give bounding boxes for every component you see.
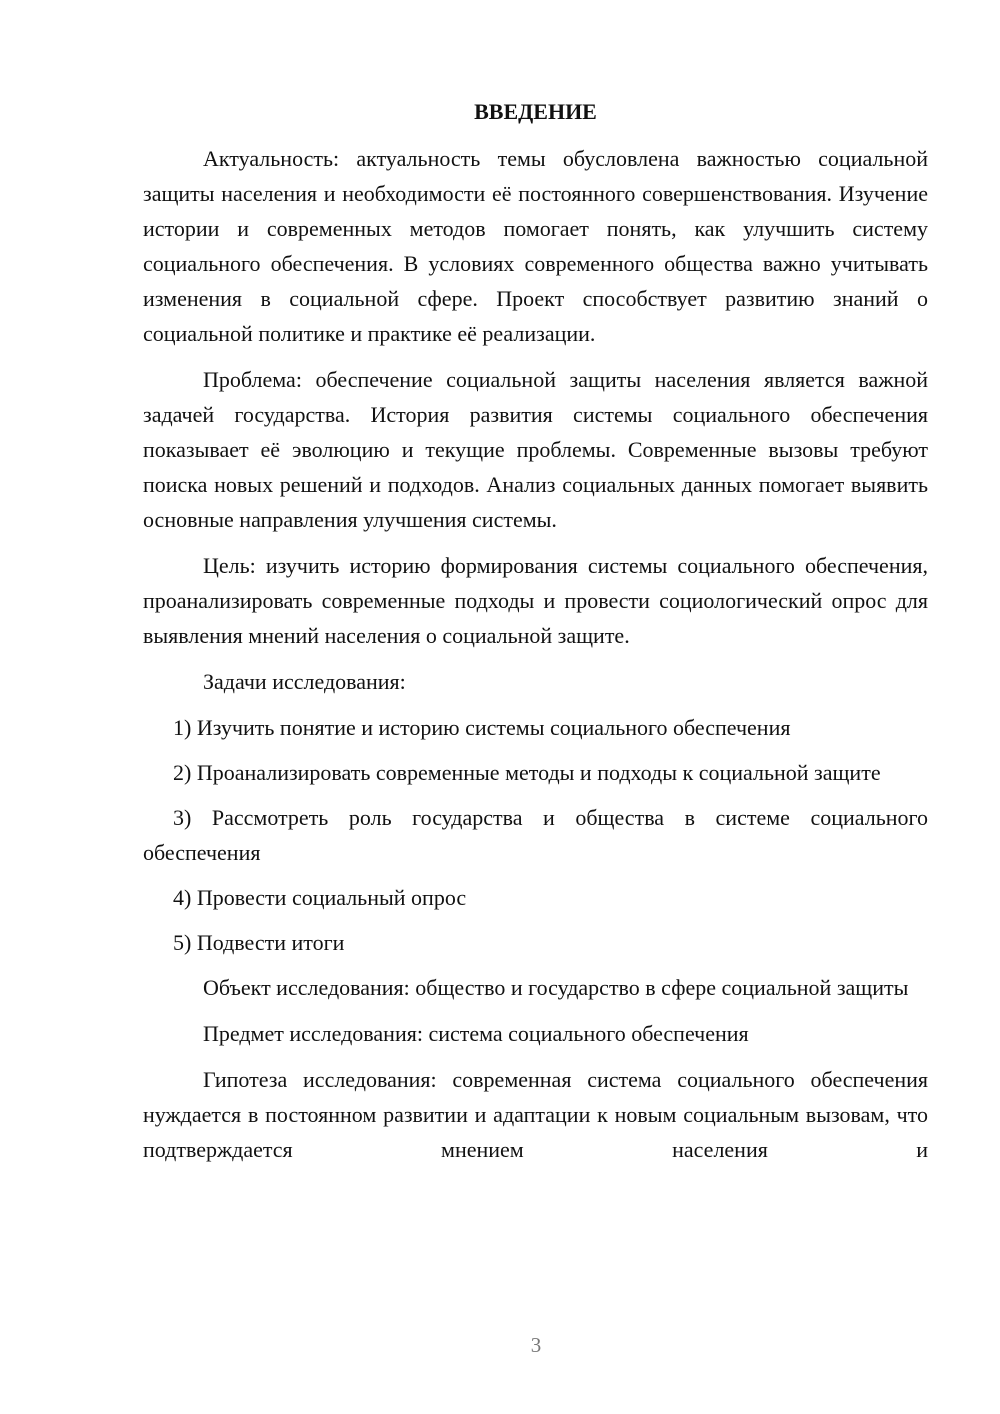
paragraph-goal: Цель: изучить историю формирования системы социального обеспечения, проанализировать современные подходы и провести социологический опрос для выявления мнений населения о социальной защите. [143, 553, 928, 648]
task-item-4: 4) Провести социальный опрос [173, 885, 467, 910]
paragraph-problem: Проблема: обеспечение социальной защиты населения является важной задачей государства. История развития системы социального обеспечения показывает её эволюцию и текущие проблемы. Современные вызовы требуют поиска новых решений и подходов. Анализ социальных данных помогает выявить основные направления улучшения системы. [143, 367, 928, 532]
paragraph-object: Объект исследования: общество и государство в сфере социальной защиты [203, 975, 909, 1000]
paragraph-subject: Предмет исследования: система социального обеспечения [203, 1021, 749, 1046]
task-item-2: 2) Проанализировать современные методы и подходы к социальной защите [173, 760, 881, 785]
task-item-3: 3) Рассмотреть роль государства и общества в системе социального обеспечения [143, 805, 928, 865]
paragraph-relevance: Актуальность: актуальность темы обусловлена важностью социальной защиты населения и необходимости её постоянного совершенствования. Изучение истории и современных методов помогает понять, как улучшить систему социального обеспечения. В условиях современного общества важно учитывать изменения в социальной сфере. Проект способствует развитию знаний о социальной политике и практике её реализации. [143, 146, 928, 346]
page-title: ВВЕДЕНИЕ [474, 99, 597, 124]
tasks-heading: Задачи исследования: [203, 669, 406, 694]
task-item-5: 5) Подвести итоги [173, 930, 345, 955]
task-item-1: 1) Изучить понятие и историю системы социального обеспечения [173, 715, 791, 740]
page-content [143, 94, 928, 1167]
paragraph-hypothesis: Гипотеза исследования: современная система социального обеспечения нуждается в постоянном развитии и адаптации к новым социальным вызовам, что подтверждается мнением населения и [143, 1067, 928, 1162]
page-number: 3 [530, 1333, 542, 1357]
